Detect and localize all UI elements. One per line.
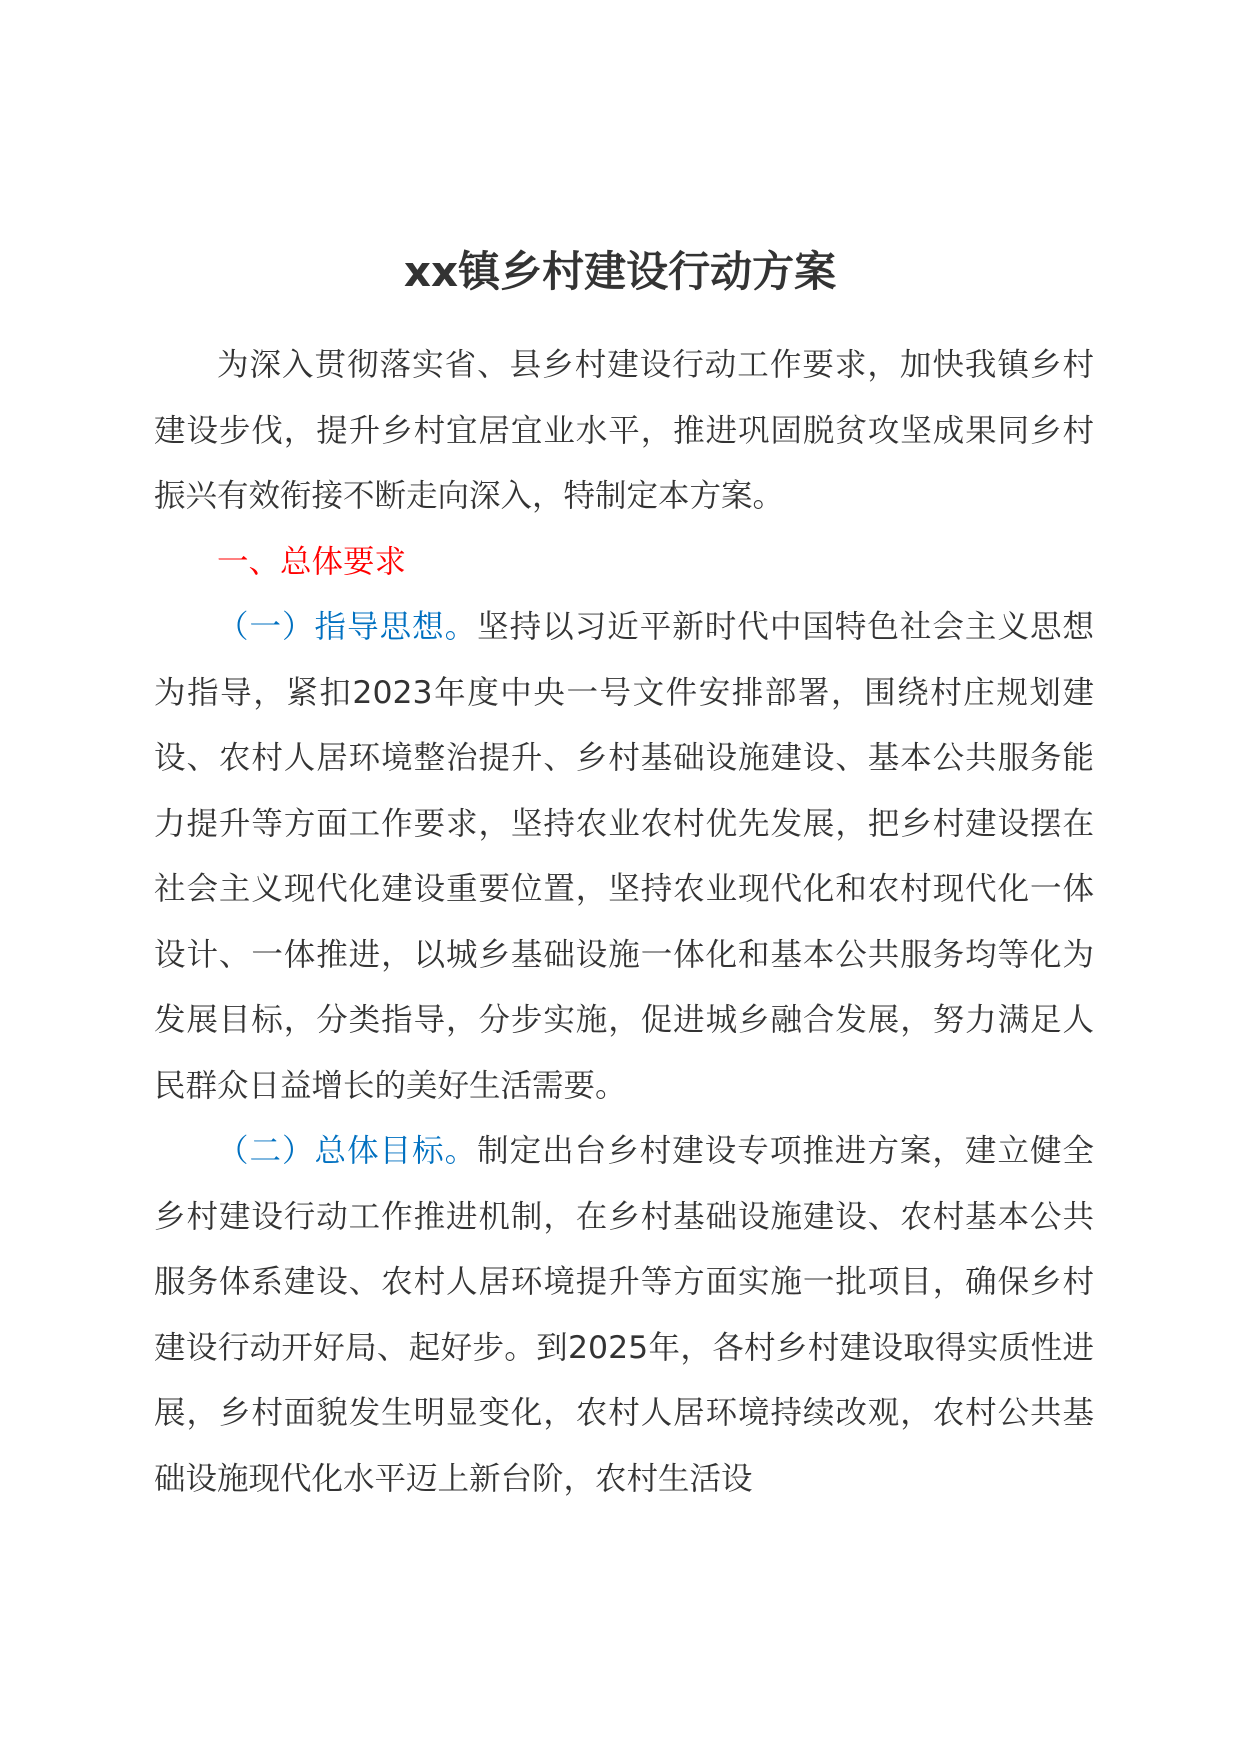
document-body [154, 333, 1094, 1512]
guiding-thought-lead: （一）指导思想。 [217, 609, 478, 645]
overall-goal-text: 制定出台乡村建设专项推进方案，建立健全乡村建设行动工作推进机制，在乡村基础设施建设、农村基本公共服务体系建设、农村人居环境提升等方面实施一批项目，确保乡村建设行动开好局、起好步。到2025年，各村乡村建设取得实质性进展，乡村面貌发生明显变化，农村人居环境持续改观，农村公共基础设施现代化水平迈上新台阶，农村生活设 [154, 1133, 1094, 1497]
intro-paragraph: 为深入贯彻落实省、县乡村建设行动工作要求，加快我镇乡村建设步伐，提升乡村宜居宜业水平，推进巩固脱贫攻坚成果同乡村振兴有效衔接不断走向深入，特制定本方案。 [154, 347, 1094, 514]
guiding-thought-text: 坚持以习近平新时代中国特色社会主义思想为指导，紧扣2023年度中央一号文件安排部署，围绕村庄规划建设、农村人居环境整治提升、乡村基础设施建设、基本公共服务能力提升等方面工作要求，坚持农业农村优先发展，把乡村建设摆在社会主义现代化建设重要位置，坚持农业现代化和农村现代化一体设计、一体推进，以城乡基础设施一体化和基本公共服务均等化为发展目标，分类指导，分步实施，促进城乡融合发展，努力满足人民群众日益增长的美好生活需要。 [154, 609, 1094, 1104]
document-title: xx镇乡村建设行动方案 [403, 247, 837, 296]
overall-goal-paragraph [154, 1119, 1094, 1512]
section-heading: 一、总体要求 [217, 543, 407, 580]
guiding-thought-paragraph [154, 595, 1094, 1119]
overall-goal-lead: （二）总体目标。 [217, 1133, 478, 1169]
